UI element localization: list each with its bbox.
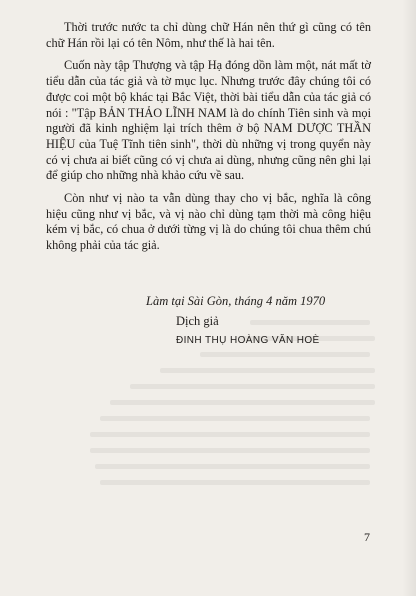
paragraph-2: Cuốn này tập Thượng và tập Hạ đóng dồn làm một, nát mất tờ tiểu dẫn của tác giả và tờ mục lục. Nhưng trước đây chúng tôi có được coi một bộ khác tại Bắc Việt, thời bài tiểu dẫn của tác giả có nói : "Tập BẢN THẢO LĨNH NAM là do chính Tiên sinh và mọi người đã kinh nghiệm lại trích thêm ở bộ NAM DƯỢC THẦN HIỆU của Tuệ Tĩnh tiên sinh", thời dù những vị trong quyển này có vị chưa ai biết cũng có vị chưa ai dùng, nhưng cũng nên ghi lại để giúp cho những nhà khảo cứu về sau. bbox=[46, 58, 371, 183]
page-number: 7 bbox=[364, 530, 370, 544]
paragraph-1: Thời trước nước ta chỉ dùng chữ Hán nên thứ gì cũng có tên chữ Hán rồi lại có tên Nôm, như thế là hai tên. bbox=[46, 20, 371, 50]
translator-role: Dịch giả bbox=[176, 314, 219, 328]
place-date: Làm tại Sài Gòn, tháng 4 năm 1970 bbox=[146, 294, 326, 308]
translator-name: ĐINH THỤ HOÀNG VĂN HOÈ bbox=[176, 335, 320, 346]
signature-block bbox=[146, 291, 386, 351]
page-edge-shadow bbox=[402, 0, 416, 596]
paragraph-3: Còn như vị nào ta vẫn dùng thay cho vị bắc, nghĩa là công hiệu cũng như vị bắc, và vị nào chỉ dùng tạm thời mà công hiệu kém vị bắc, có chua ở dưới từng vị là do chúng tôi chua thêm chú không phải của tác giả. bbox=[46, 191, 371, 253]
body-text bbox=[46, 20, 371, 261]
